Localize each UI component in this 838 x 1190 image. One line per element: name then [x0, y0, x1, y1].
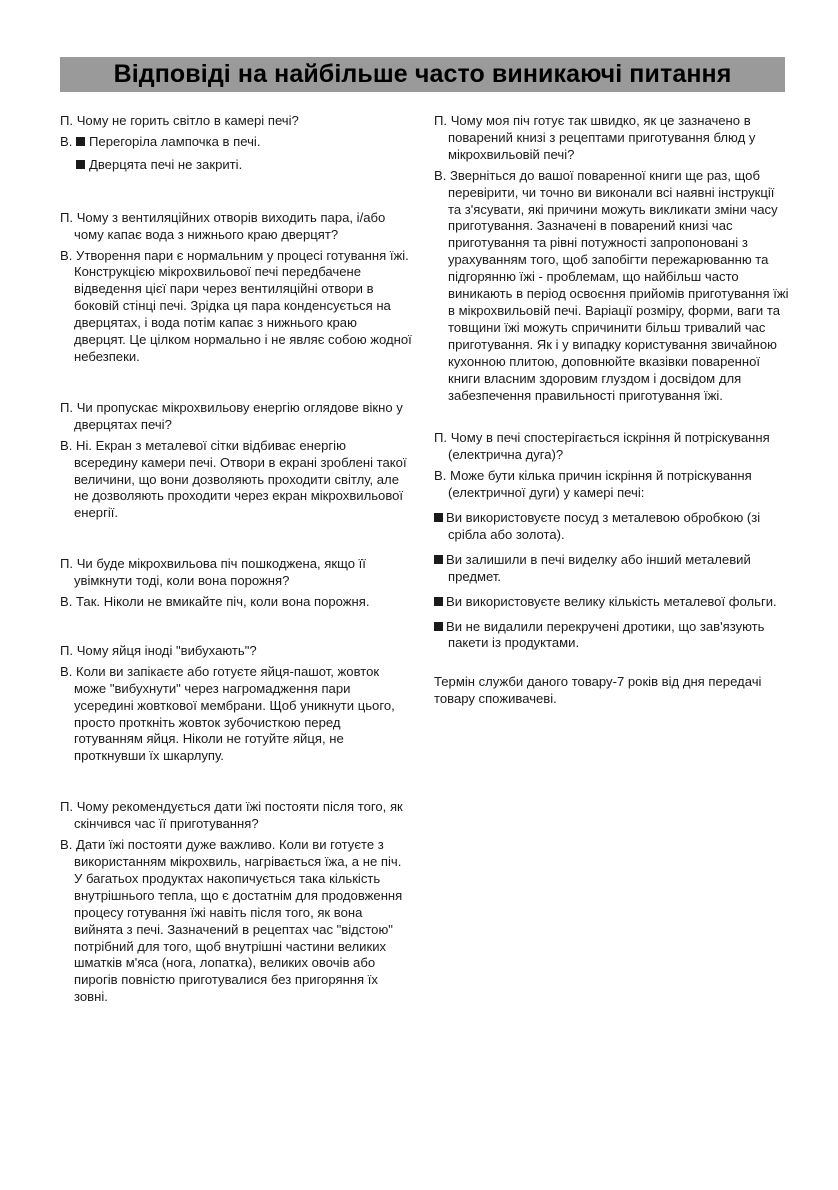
answer-prefix: В. — [60, 437, 73, 453]
bullet-square-icon — [434, 622, 443, 631]
bullet-text: Ви залишили в печі виделку або інший металевий предмет. — [446, 551, 751, 584]
question-text: Чому в печі спостерігається іскріння й потріскування (електрична дуга)? — [448, 430, 770, 463]
question-prefix: П. — [60, 399, 74, 415]
answer-text: Ні. Екран з металевої сітки відбиває енергію всередину камери печі. Отвори в екрані зроблені такої величини, що вони дозволяють проходити світлу, але не дозволяють проходити через екран мікрохвильової енергії. — [74, 437, 407, 521]
question-prefix: П. — [60, 642, 74, 658]
question — [60, 400, 412, 434]
service-life-note: Термін служби даного товару-7 років від дня передачі товару споживачеві. — [434, 674, 762, 707]
list-item — [434, 510, 790, 544]
bullet-text: Перегоріла лампочка в печі. — [89, 133, 261, 149]
page-title: Відповіді на найбільше часто виникаючі питання — [113, 60, 732, 88]
question-text: Чи буде мікрохвильова піч пошкоджена, якщо її увімкнути тоді, коли вона порожня? — [74, 556, 366, 589]
answer — [60, 594, 412, 611]
bullet-square-icon — [434, 555, 443, 564]
faq-item-eggs — [60, 643, 412, 765]
answer — [434, 168, 790, 405]
bullet-square-icon — [76, 137, 85, 146]
answer — [60, 248, 412, 366]
answer-text: Дати їжі постояти дуже важливо. Коли ви готуєте з використанням мікрохвиль, нагрівається їжа, а не піч. У багатьох продуктах накопичується така кількість внутрішнього тепла, що є достатнім для продовження процесу готування їжі навіть після того, як вона вийнята з печі. Зазначений в рецептах час "відстою" потрібний для того, щоб внутрішні частини великих шматків м'яса (нога, лопатка), великих овочів або пирогів повністю приготувалися без пригоряння їх зовні. — [74, 837, 403, 1005]
question-prefix: П. — [60, 113, 74, 128]
question-text: Чому моя піч готує так швидко, як це зазначено в поварений книзі з рецептами приготування блюд у мікрохвильовій печі? — [448, 113, 756, 162]
answer — [60, 134, 412, 174]
question — [434, 430, 790, 464]
left-column — [60, 113, 412, 1036]
bullet-text: Дверцята печі не закриті. — [89, 156, 243, 172]
bullet-square-icon — [76, 160, 85, 169]
question — [60, 113, 412, 130]
question — [60, 643, 412, 660]
question-prefix: П. — [434, 430, 448, 446]
faq-item-light — [60, 113, 412, 174]
question-prefix: П. — [434, 113, 448, 128]
question-prefix: П. — [60, 209, 74, 225]
answer — [60, 664, 412, 765]
answer-text: Коли ви запікаєте або готуєте яйця-пашот, жовток може "вибухнути" через нагромадження пари усередині жовткової мембрани. Щоб уникнути цього, просто проткніть жовток зубочисткою перед готуванням яйця. Ніколи не готуйте яйця, не проткнувши їх шкарлупу. — [74, 663, 395, 764]
question-text: Чому рекомендується дати їжі постояти після того, як скінчився час її приготування? — [74, 799, 403, 832]
answer — [60, 837, 412, 1006]
title-bar — [60, 57, 785, 92]
bullet-square-icon — [434, 597, 443, 606]
question — [434, 113, 790, 164]
faq-item-steam — [60, 210, 412, 366]
answer — [60, 438, 412, 523]
answer-text: Може бути кілька причин іскріння й потріскування (електричної дуги) у камері печі: — [448, 468, 752, 501]
question-text: Чи пропускає мікрохвильову енергію оглядове вікно у дверцятах печі? — [74, 399, 403, 432]
faq-item-speed — [434, 113, 790, 404]
answer-text: Так. Ніколи не вмикайте піч, коли вона порожня. — [76, 594, 370, 610]
faq-item-window — [60, 400, 412, 522]
list-item — [434, 552, 790, 586]
bullet-square-icon — [434, 513, 443, 522]
faq-item-empty — [60, 556, 412, 611]
question — [60, 210, 412, 244]
answer-prefix: В. — [60, 247, 73, 263]
list-item — [434, 619, 790, 653]
question-prefix: П. — [60, 556, 74, 572]
faq-item-arcing — [434, 430, 790, 652]
answer — [434, 468, 790, 502]
answer-prefix: В. — [60, 663, 73, 679]
bullet-text: Ви використовуєте посуд з металевою обробкою (зі срібла або золота). — [446, 510, 761, 542]
list-item — [434, 594, 790, 611]
bullet-text: Ви використовуєте велику кількість металевої фольги. — [446, 593, 777, 609]
answer-prefix: В. — [434, 167, 447, 183]
answer-text: Утворення пари є нормальним у процесі готування їжі. Конструкцією мікрохвильової печі передбачене відведення цієї пари через вентиляційні отвори в боковій стінці печі. Зрідка ця пара конденсується на дверцятах, і вода потім капає з нижнього краю дверцят. Це цілком нормально і не являє собою жодної небезпеки. — [74, 247, 412, 364]
answer-prefix: В. — [60, 837, 73, 853]
question — [60, 799, 412, 833]
question — [60, 556, 412, 590]
bullet-text: Ви не видалили перекручені дротики, що зав'язують пакети із продуктами. — [446, 618, 765, 651]
faq-item-standing — [60, 799, 412, 1006]
answer-text: Зверніться до вашої поваренної книги ще раз, щоб перевірити, чи точно ви виконали всі наявні інструкції та з'ясувати, які причини можуть викликати зміни часу приготування. Зазначені в поварений книзі час приготування та рівні потужності запропоновані з урахуванням того, щоб запобігти пережарюванню та підгорянню їжі - проблемам, що найбільш часто виникають в період освоєння прийомів приготування їжі в мікрохвильовій печі. Варіації розміру, форми, ваги та товщини їжі можуть спричинити більш тривалий час приготування. Як і у випадку користування звичайною кухонною плитою, доповнюйте вказівки поваренної книги власним здоровим глуздом і досвідом для забезпечення правильності приготування їжі. — [448, 167, 789, 403]
answer-prefix: В. — [60, 594, 73, 610]
question-text: Чому з вентиляційних отворів виходить пара, і/або чому капає вода з нижнього краю дверцят? — [74, 209, 386, 242]
question-prefix: П. — [60, 799, 74, 815]
question-text: Чому яйця іноді "вибухають"? — [76, 642, 257, 658]
answer-prefix: В. — [434, 468, 447, 484]
question-text: Чому не горить світло в камері печі? — [76, 113, 299, 128]
answer-prefix: В. — [60, 133, 73, 149]
right-column — [434, 113, 790, 708]
